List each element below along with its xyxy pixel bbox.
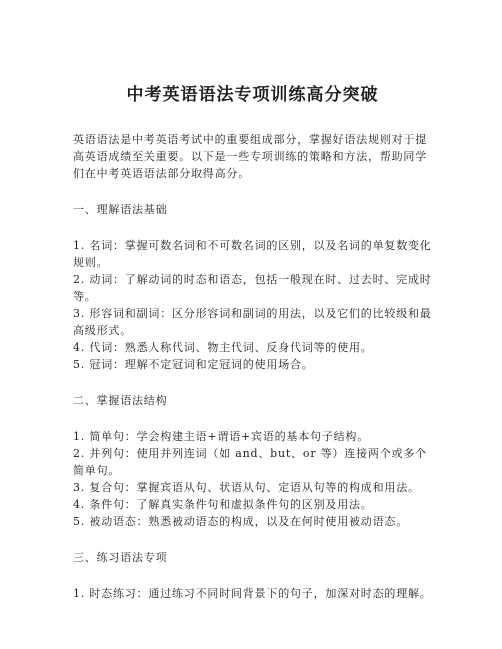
list-item: 2. 并列句：使用并列连词（如 and、but、or 等）连接两个或多个简单句。 xyxy=(73,447,427,477)
list-item: 1. 名词：掌握可数名词和不可数名词的区别，以及名词的单复数变化规则。 xyxy=(73,239,432,269)
list-item: 4. 代词：熟悉人称代词、物主代词、反身代词等的使用。 xyxy=(73,341,373,354)
page-title: 中考英语语法专项训练高分突破 xyxy=(126,85,379,105)
list-item: 2. 动词：了解动词的时态和语态，包括一般现在时、过去时、完成时等。 xyxy=(73,273,432,303)
section-heading-3: 三、练习语法专项 xyxy=(73,551,168,564)
list-item: 5. 冠词：理解不定冠词和定冠词的使用场合。 xyxy=(73,358,314,371)
section-heading-2: 二、掌握语法结构 xyxy=(73,394,168,407)
section-list-1 xyxy=(73,237,432,373)
section-list-3 xyxy=(73,585,432,602)
list-item: 5. 被动语态：熟悉被动语态的构成，以及在何时使用被动语态。 xyxy=(73,515,408,528)
section-list-2 xyxy=(73,428,432,530)
list-item: 1. 简单句：学会构建主语+谓语+宾语的基本句子结构。 xyxy=(73,430,370,443)
intro-paragraph: 英语语法是中考英语考试中的重要组成部分，掌握好语法规则对于提高英语成绩至关重要。以下是一些专项训练的策略和方法，帮助同学们在中考英语语法部分取得高分。 xyxy=(73,133,427,180)
list-item: 3. 复合句：掌握宾语从句、状语从句、定语从句等的构成和用法。 xyxy=(73,481,420,494)
section-heading-1: 一、理解语法基础 xyxy=(73,203,168,216)
list-item: 1. 时态练习：通过练习不同时间背景下的句子，加深对时态的理解。 xyxy=(73,587,432,600)
list-item: 3. 形容词和副词：区分形容词和副词的用法，以及它们的比较级和最高级形式。 xyxy=(73,307,432,337)
list-item: 4. 条件句：了解真实条件句和虚拟条件句的区别及用法。 xyxy=(73,498,373,511)
